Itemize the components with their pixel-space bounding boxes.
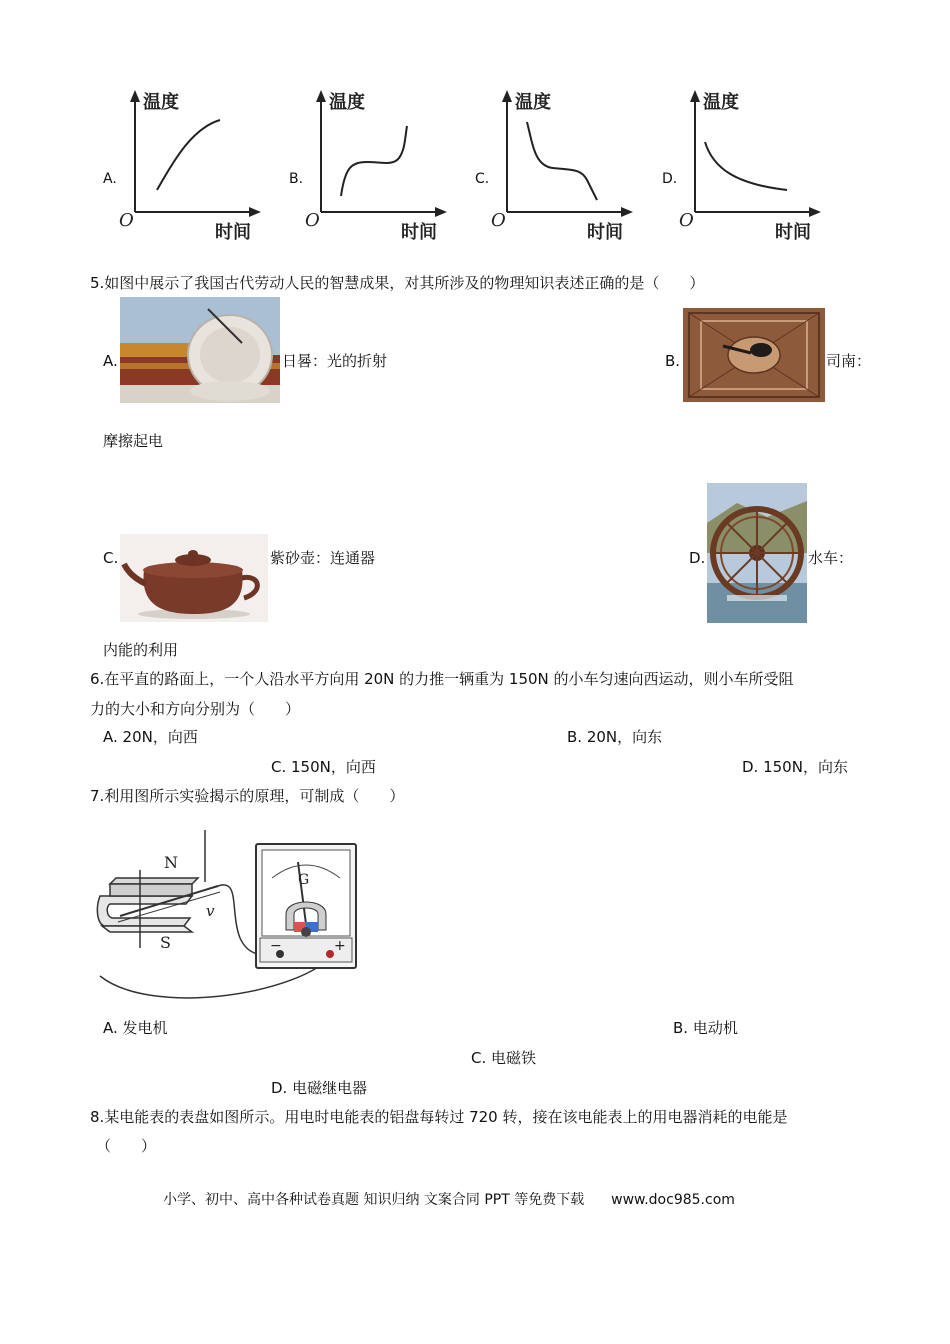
graph-d-y-label: 温度	[703, 92, 739, 113]
q7-label-n: N	[164, 853, 178, 872]
graph-b-x-label: 时间	[401, 222, 437, 243]
graph-a-x-label: 时间	[215, 222, 251, 243]
graph-c-origin: O	[491, 210, 506, 231]
q7-label-s: S	[160, 933, 171, 952]
q7-option-d: D. 电磁继电器	[271, 1079, 368, 1097]
q5-stem: 5.如图中展示了我国古代劳动人民的智慧成果，对其所涉及的物理知识表述正确的是（ ）	[90, 274, 705, 292]
q7-electromagnetic-figure	[90, 826, 360, 1002]
graph-a-svg	[115, 88, 285, 248]
waterwheel-image	[707, 483, 807, 623]
sundial-illustration	[120, 297, 280, 403]
q5-option-a-letter: A.	[103, 352, 118, 370]
q5-option-a-text: 日晷：光的折射	[282, 352, 388, 370]
graph-b-svg	[301, 88, 471, 248]
option-d-label: D.	[662, 171, 678, 187]
graph-b-y-label: 温度	[329, 92, 365, 113]
q6-option-c: C. 150N，向西	[271, 758, 376, 776]
q6-stem-line1: 6.在平直的路面上，一个人沿水平方向用 20N 的力推一辆重为 150N 的小车匀速向西运动，则小车所受阻	[90, 670, 794, 688]
q5-option-b-letter: B.	[665, 352, 681, 370]
graph-d-x-label: 时间	[775, 222, 811, 243]
q6-option-a: A. 20N，向西	[103, 728, 198, 746]
q7-option-b: B. 电动机	[673, 1019, 738, 1037]
q8-stem-line2: （ ）	[96, 1137, 157, 1155]
graph-a-y-label: 温度	[143, 92, 179, 113]
graph-d-curve	[705, 142, 787, 190]
q7-figure-svg	[90, 826, 360, 1002]
q5-option-d-letter: D.	[689, 549, 706, 567]
footer	[163, 1190, 735, 1210]
option-c-label: C.	[475, 171, 490, 187]
q7-stem: 7.利用图所示实验揭示的原理，可制成（ ）	[90, 787, 405, 805]
graph-c-y-label: 温度	[515, 92, 551, 113]
q5-option-d-text-cont: 内能的利用	[103, 641, 179, 659]
q5-option-d-text: 水车：	[808, 549, 854, 567]
sinan-compass-illustration	[683, 308, 825, 402]
q5-option-c-letter: C.	[103, 549, 119, 567]
teapot-illustration	[120, 534, 268, 622]
sinan-compass-image	[683, 308, 825, 402]
waterwheel-illustration	[707, 483, 807, 623]
q6-stem-line2: 力的大小和方向分别为（ ）	[90, 700, 301, 718]
graph-c-svg	[487, 88, 657, 248]
graph-c-curve	[527, 122, 597, 200]
graph-a-curve	[157, 120, 220, 190]
graph-c-x-label: 时间	[587, 222, 623, 243]
graph-a	[115, 88, 285, 248]
graph-c	[487, 88, 657, 248]
graph-b	[301, 88, 471, 248]
q7-label-v: v	[206, 902, 215, 920]
option-a-label: A.	[103, 171, 117, 187]
q7-label-g: G	[298, 872, 310, 888]
q8-stem-line1: 8.某电能表的表盘如图所示。用电时电能表的铝盘每转过 720 转，接在该电能表上的用电器消耗的电能是	[90, 1108, 788, 1126]
graph-a-origin: O	[119, 210, 134, 231]
q5-option-b-text: 司南：	[826, 352, 872, 370]
graph-d	[675, 88, 845, 248]
q7-label-minus: −	[270, 938, 282, 954]
option-b-label: B.	[289, 171, 304, 187]
teapot-image	[120, 534, 268, 622]
graph-d-svg	[675, 88, 845, 248]
graph-b-curve	[341, 126, 407, 196]
q5-option-b-text-cont: 摩擦起电	[103, 432, 164, 450]
graph-b-origin: O	[305, 210, 320, 231]
graph-d-origin: O	[679, 210, 694, 231]
footer-url[interactable]: www.doc985.com	[611, 1192, 735, 1208]
q6-option-d: D. 150N，向东	[742, 758, 848, 776]
q6-option-b: B. 20N，向东	[567, 728, 663, 746]
q7-option-c: C. 电磁铁	[471, 1049, 537, 1067]
q7-option-a: A. 发电机	[103, 1019, 168, 1037]
footer-text: 小学、初中、高中各种试卷真题 知识归纳 文案合同 PPT 等免费下载	[163, 1192, 585, 1208]
q7-label-plus: +	[334, 938, 346, 954]
q5-option-c-text: 紫砂壶：连通器	[270, 549, 376, 567]
sundial-image	[120, 297, 280, 403]
